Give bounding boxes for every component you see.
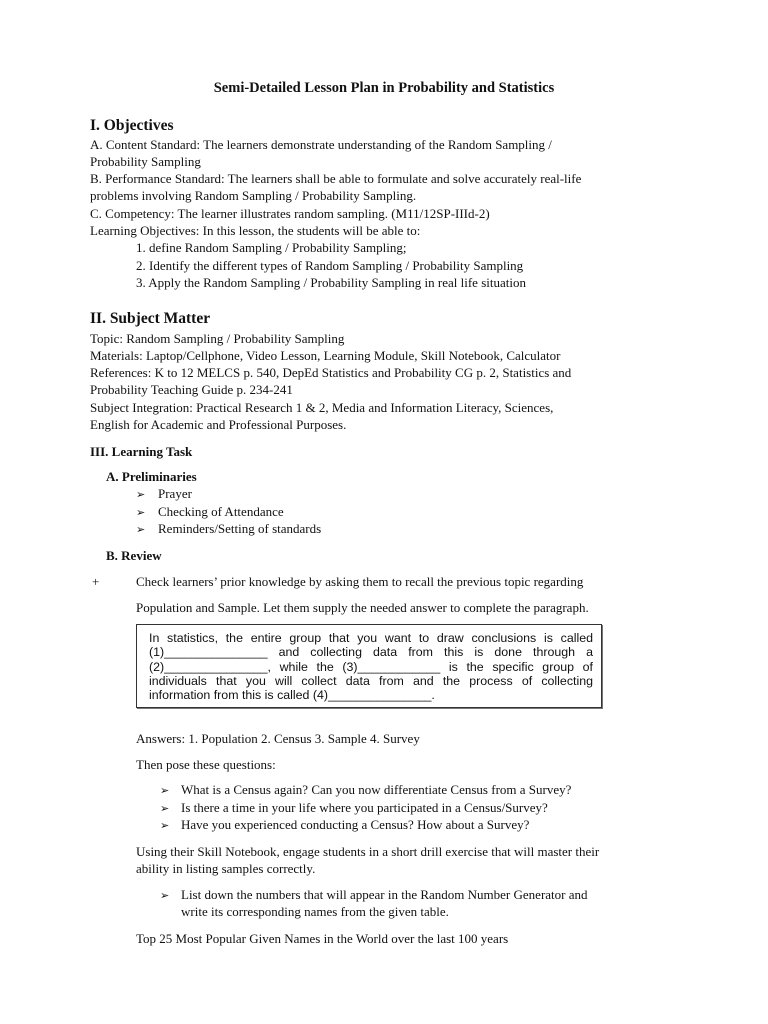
bullet-arrow-icon: [160, 886, 169, 905]
objective-item-1: 1. define Random Sampling / Probability Sampling;: [136, 240, 407, 255]
bullet-arrow-icon: [160, 781, 169, 800]
bullet-arrow-icon: [136, 485, 145, 504]
preliminary-item-prayer: Prayer: [158, 486, 192, 501]
box-line-3: (2)_______________, while the (3)____________ is the specific group of: [149, 659, 593, 674]
performance-standard-line-1: B. Performance Standard: The learners shall be able to formulate and solve accurately real-life: [90, 171, 582, 186]
answers-line: Answers: 1. Population 2. Census 3. Sample 4. Survey: [136, 731, 420, 746]
competency-line: C. Competency: The learner illustrates random sampling. (M11/12SP-IIId-2): [90, 206, 490, 221]
bullet-arrow-icon: [136, 520, 145, 539]
preliminary-item-attendance: Checking of Attendance: [158, 504, 284, 519]
references-line-1: References: K to 12 MELCS p. 540, DepEd Statistics and Probability CG p. 2, Statistics and: [90, 365, 572, 380]
table-caption: Top 25 Most Popular Given Names in the World over the last 100 years: [136, 931, 509, 946]
performance-standard-line-2: problems involving Random Sampling / Probability Sampling.: [90, 188, 417, 203]
materials-line: Materials: Laptop/Cellphone, Video Lesson, Learning Module, Skill Notebook, Calculator: [90, 348, 561, 363]
topic-line: Topic: Random Sampling / Probability Sampling: [90, 331, 345, 346]
subject-integration-line-2: English for Academic and Professional Purposes.: [90, 417, 347, 432]
content-standard-line-2: Probability Sampling: [90, 154, 201, 169]
question-1: What is a Census again? Can you now differentiate Census from a Survey?: [181, 782, 572, 797]
question-2: Is there a time in your life where you participated in a Census/Survey?: [181, 800, 548, 815]
preliminaries-heading: A. Preliminaries: [106, 469, 197, 484]
review-heading: B. Review: [106, 548, 162, 563]
box-line-1: In statistics, the entire group that you want to draw conclusions is called: [149, 631, 593, 645]
content-standard-line-1: A. Content Standard: The learners demonstrate understanding of the Random Sampling /: [90, 137, 552, 152]
list-item-line-1: List down the numbers that will appear in the Random Number Generator and: [181, 887, 588, 902]
document-title: Semi-Detailed Lesson Plan in Probability and Statistics: [213, 80, 555, 96]
objectives-heading: I. Objectives: [90, 117, 174, 134]
pose-questions-line: Then pose these questions:: [136, 757, 276, 772]
drill-line-2: ability in listing samples correctly.: [136, 861, 316, 876]
subject-integration-line-1: Subject Integration: Practical Research 1 & 2, Media and Information Literacy, Sciences,: [90, 400, 554, 415]
review-line-2: Population and Sample. Let them supply the needed answer to complete the paragraph.: [136, 600, 589, 615]
bullet-arrow-icon: [160, 816, 169, 835]
box-line-4: individuals that you will collect data from and the process of collecting: [149, 673, 593, 688]
references-line-2: Probability Teaching Guide p. 234-241: [90, 382, 293, 397]
preliminary-item-reminders: Reminders/Setting of standards: [158, 521, 322, 536]
objective-item-2: 2. Identify the different types of Random Sampling / Probability Sampling: [136, 258, 524, 273]
drill-line-1: Using their Skill Notebook, engage students in a short drill exercise that will master their: [136, 844, 600, 859]
subject-matter-heading: II. Subject Matter: [90, 310, 211, 327]
learning-task-heading: III. Learning Task: [90, 444, 193, 459]
list-item-line-2: write its corresponding names from the given table.: [181, 904, 449, 919]
objective-item-3: 3. Apply the Random Sampling / Probability Sampling in real life situation: [136, 275, 526, 290]
learning-objectives-line: Learning Objectives: In this lesson, the students will be able to:: [90, 223, 421, 238]
review-bullet: +: [92, 574, 100, 589]
question-3: Have you experienced conducting a Census? How about a Survey?: [181, 817, 530, 832]
review-line-1: Check learners’ prior knowledge by asking them to recall the previous topic regarding: [136, 574, 584, 589]
fill-in-the-blank-box: [136, 624, 602, 708]
box-line-5: information from this is called (4)_______________.: [149, 688, 435, 703]
box-line-2: (1)_______________ and collecting data from this is done through a: [149, 645, 593, 660]
